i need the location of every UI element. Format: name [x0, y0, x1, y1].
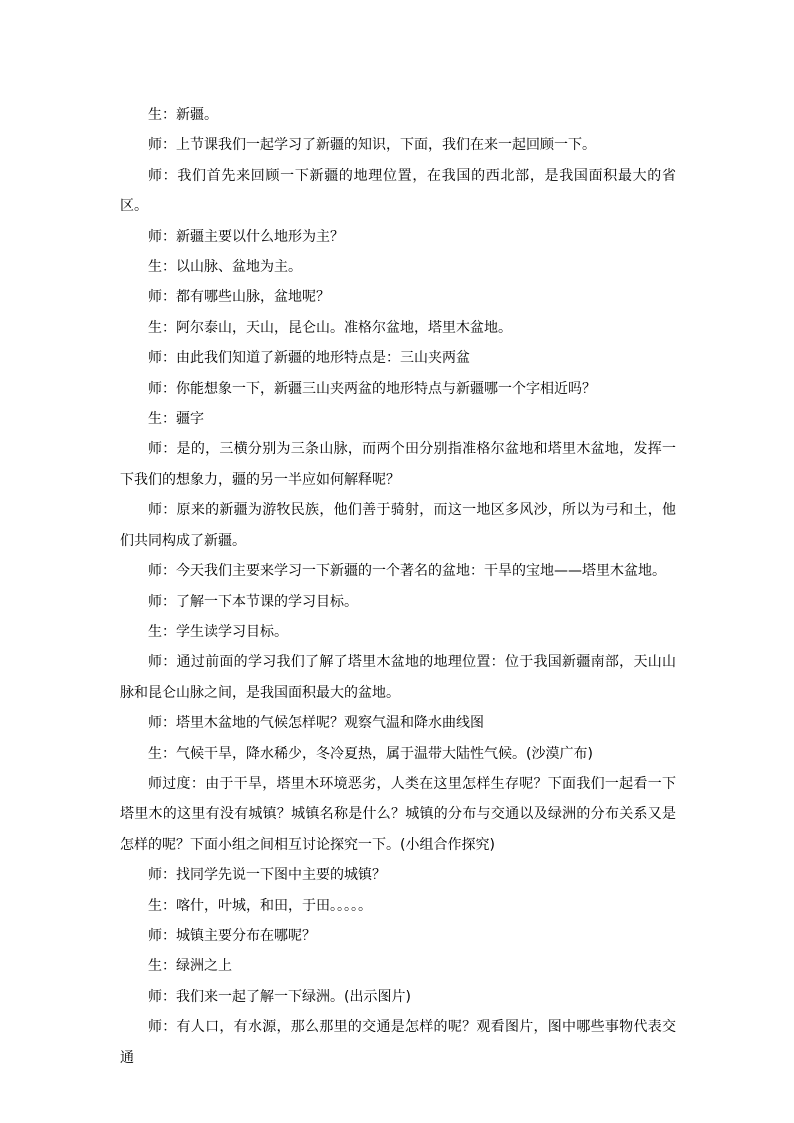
document-body: [120, 100, 676, 1073]
paragraph: 师：上节课我们一起学习了新疆的知识，下面，我们在来一起回顾一下。: [148, 137, 596, 154]
paragraph: 师：有人口，有水源，那么那里的交通是怎样的呢？观看图片，图中哪些事物代表交通: [120, 1019, 676, 1066]
paragraph: 师：城镇主要分布在哪呢？: [148, 927, 316, 944]
paragraph: 师过度：由于干旱，塔里木环境恶劣，人类在这里怎样生存呢？下面我们一起看一下塔里木的这里有没有城镇？城镇名称是什么？城镇的分布与交通以及绿洲的分布关系又是怎样的呢？下面小组之间相互讨论探究一下。(小组合作探究): [120, 775, 676, 853]
paragraph: 生：喀什，叶城，和田，于田。。。。。: [148, 897, 372, 914]
paragraph: 生：疆字: [148, 411, 204, 428]
paragraph: 生：学生读学习目标。: [148, 623, 288, 640]
paragraph: 生：新疆。: [148, 107, 218, 123]
paragraph: 生：绿洲之上: [148, 958, 232, 975]
paragraph: 师：了解一下本节课的学习目标。: [148, 593, 358, 610]
paragraph: 生：以山脉、盆地为主。: [148, 259, 302, 276]
paragraph: 师：今天我们主要来学习一下新疆的一个著名的盆地：干旱的宝地——塔里木盆地。: [148, 563, 666, 580]
paragraph: 师：原来的新疆为游牧民族，他们善于骑射，而这一地区多风沙，所以为弓和土，他们共同构成了新疆。: [120, 502, 676, 549]
paragraph: 师：都有哪些山脉，盆地呢？: [148, 289, 330, 306]
paragraph: 师：你能想象一下，新疆三山夹两盆的地形特点与新疆哪一个字相近吗？: [148, 380, 596, 397]
paragraph: 师：是的，三横分别为三条山脉，而两个田分别指准格尔盆地和塔里木盆地，发挥一下我们的想象力，疆的另一半应如何解释呢？: [120, 441, 676, 488]
paragraph: 师：塔里木盆地的气候怎样呢？观察气温和降水曲线图: [148, 715, 484, 732]
paragraph: 师：通过前面的学习我们了解了塔里木盆地的地理位置：位于我国新疆南部，天山山脉和昆仑山脉之间，是我国面积最大的盆地。: [120, 654, 676, 701]
paragraph: 师：由此我们知道了新疆的地形特点是：三山夹两盆: [148, 350, 470, 367]
paragraph: 师：我们来一起了解一下绿洲。(出示图片): [148, 988, 411, 1005]
paragraph: 师：我们首先来回顾一下新疆的地理位置，在我国的西北部，是我国面积最大的省区。: [120, 167, 676, 215]
paragraph: 师：找同学先说一下图中主要的城镇？: [148, 867, 386, 884]
paragraph: 师：新疆主要以什么地形为主？: [148, 228, 344, 245]
paragraph: 生：阿尔泰山，天山，昆仑山。准格尔盆地，塔里木盆地。: [148, 319, 512, 336]
paragraph: 生：气候干旱，降水稀少，冬冷夏热，属于温带大陆性气候。(沙漠广布): [148, 745, 593, 762]
